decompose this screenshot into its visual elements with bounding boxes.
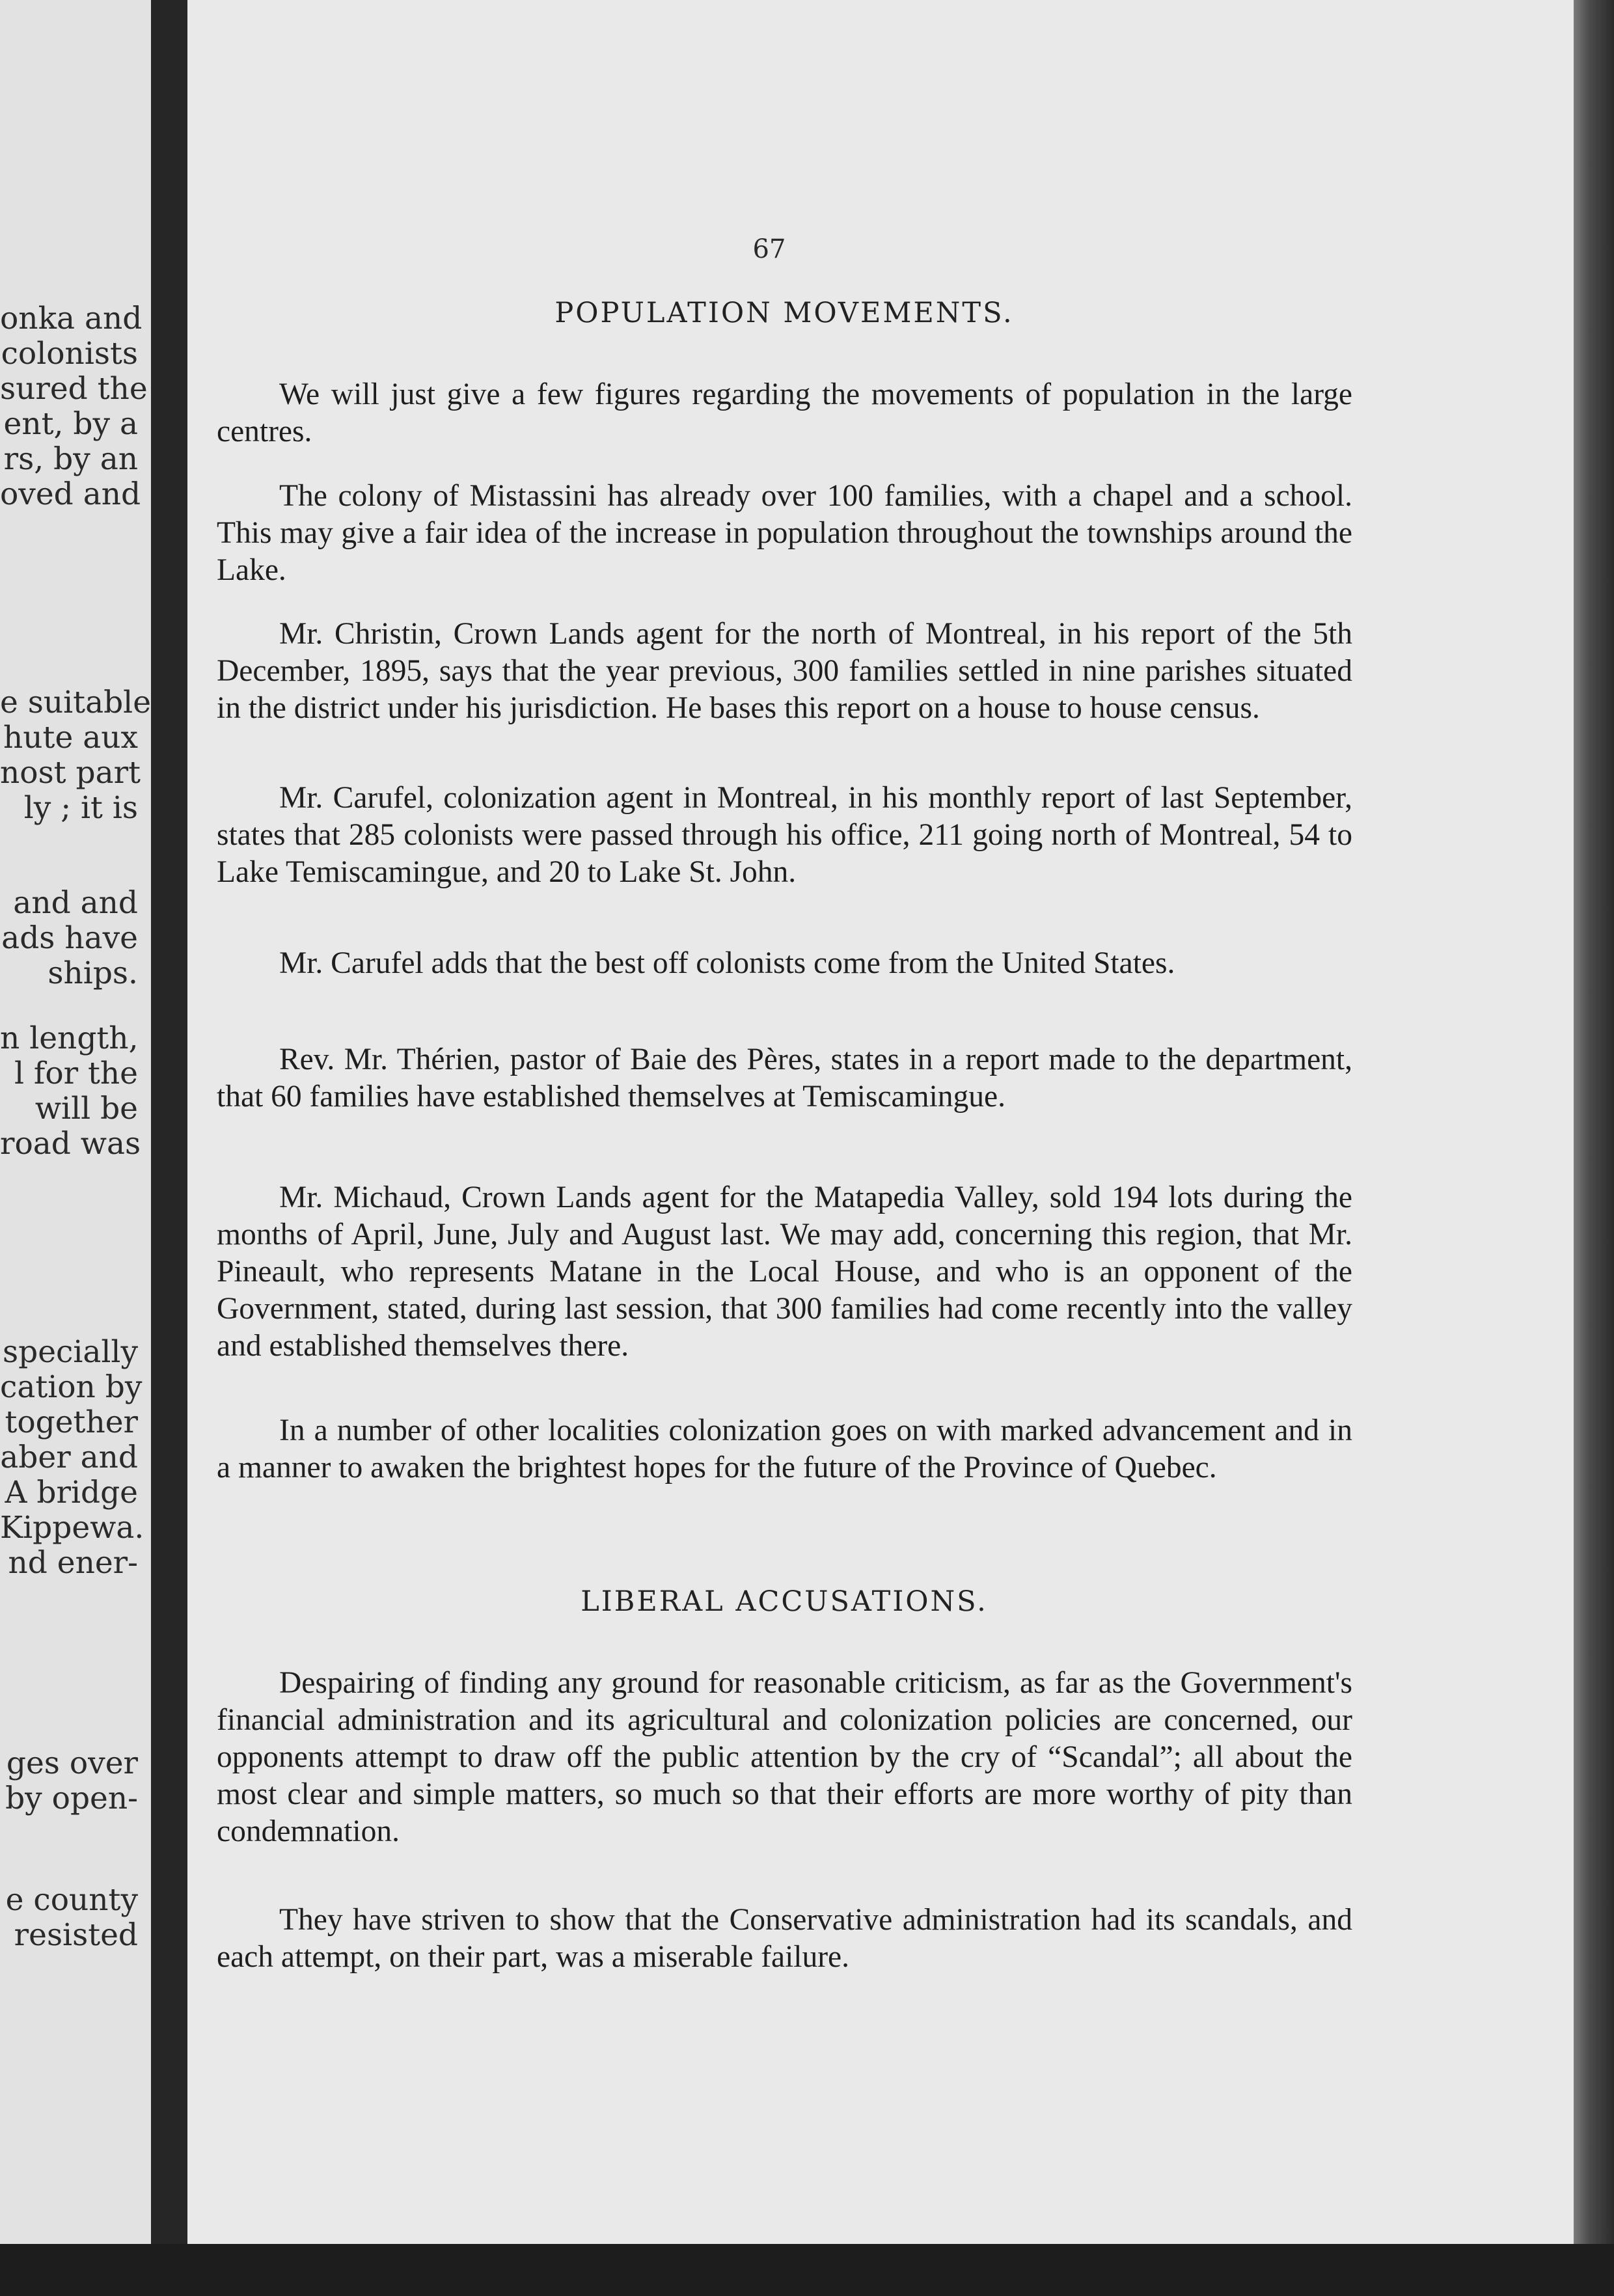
left-text-line: will be [34,1091,138,1127]
paragraph: We will just give a few figures regarding the movements of population in the large centres. [217,377,1352,448]
left-text-line: cation by [0,1369,143,1405]
paragraph: Mr. Michaud, Crown Lands agent for the Matapedia Valley, sold 194 lots during the months of April, June, July and August last. We may add, concerning this region, that Mr. Pineault, who represents Matane in the Local House, and who is an opponent of the Government, stated, during last session, that 300 families had come recently into the valley and established themselves there. [217,1181,1352,1363]
page-number: 67 [752,234,786,264]
left-text-line: ent, by a [3,406,138,442]
left-text-line: ads have [1,920,138,956]
left-page-fragment [0,0,151,2296]
left-text-line: n length, [0,1020,139,1056]
paragraph: Mr. Christin, Crown Lands agent for the north of Montreal, in his report of the 5th December, 1895, says that the year previous, 300 families settled in nine parishes situated in the district under his jurisdiction. He bases this report on a house to house census. [217,617,1352,725]
left-text-line: l for the [14,1056,138,1091]
left-text-line: ges over [6,1745,138,1781]
left-text-line: A bridge [5,1475,138,1510]
left-text-line: by open- [5,1781,138,1816]
paragraph: The colony of Mistassini has already over 100 families, with a chapel and a school. This may give a fair idea of the increase in population throughout the townships around the Lake. [217,479,1352,587]
left-text-line: and and [13,885,138,921]
paragraph: They have striven to show that the Conservative administration had its scandals, and each attempt, on their part, was a miserable failure. [217,1903,1352,1974]
left-text-line: hute aux [3,720,138,756]
left-text-line: onka and [0,301,143,336]
paragraph: Mr. Carufel adds that the best off colonists come from the United States. [279,946,1175,980]
left-text-line: colonists [1,336,138,372]
left-text-line: e suitable [0,685,151,720]
left-text-line: together [5,1404,138,1440]
page-edge [1574,0,1614,2296]
left-text-line: oved and [0,476,141,512]
left-text-line: rs, by an [3,441,138,477]
scan-border [0,2244,1614,2296]
left-text-line: sured the [0,371,148,407]
left-text-line: road was [0,1126,141,1162]
section-heading: POPULATION MOVEMENTS. [554,297,1014,329]
left-text-line: e county [5,1882,138,1918]
paragraph: Rev. Mr. Thérien, pastor of Baie des Pères, states in a report made to the department, that 60 families have established themselves at Temiscamingue. [217,1043,1352,1114]
section-heading: LIBERAL ACCUSATIONS. [581,1585,988,1618]
left-text-line: nost part [0,755,141,791]
paragraph: Despairing of finding any ground for reasonable criticism, as far as the Government's financial administration and its agricultural and colonization policies are concerned, our opponents attempt to draw off the public attention by the cry of “Scandal”; all about the most clear and simple matters, so much so that their efforts are more worthy of pity than condemnation. [217,1666,1352,1848]
left-text-line: ly ; it is [23,790,138,826]
left-text-line: specially [2,1334,138,1370]
left-text-line: ships. [48,955,138,991]
left-text-line: nd ener- [8,1545,138,1581]
paragraph: Mr. Carufel, colonization agent in Montreal, in his monthly report of last September, states that 285 colonists were passed through his office, 211 going north of Montreal, 54 to Lake Temiscamingue, and 20 to Lake St. John. [217,781,1352,889]
paragraph: In a number of other localities colonization goes on with marked advancement and in a manner to awaken the brightest hopes for the future of the Province of Quebec. [217,1414,1352,1484]
left-text-line: aber and [0,1440,138,1475]
left-text-line: Kippewa. [0,1510,144,1546]
book-gutter [151,0,187,2296]
left-text-line: resisted [14,1917,138,1953]
